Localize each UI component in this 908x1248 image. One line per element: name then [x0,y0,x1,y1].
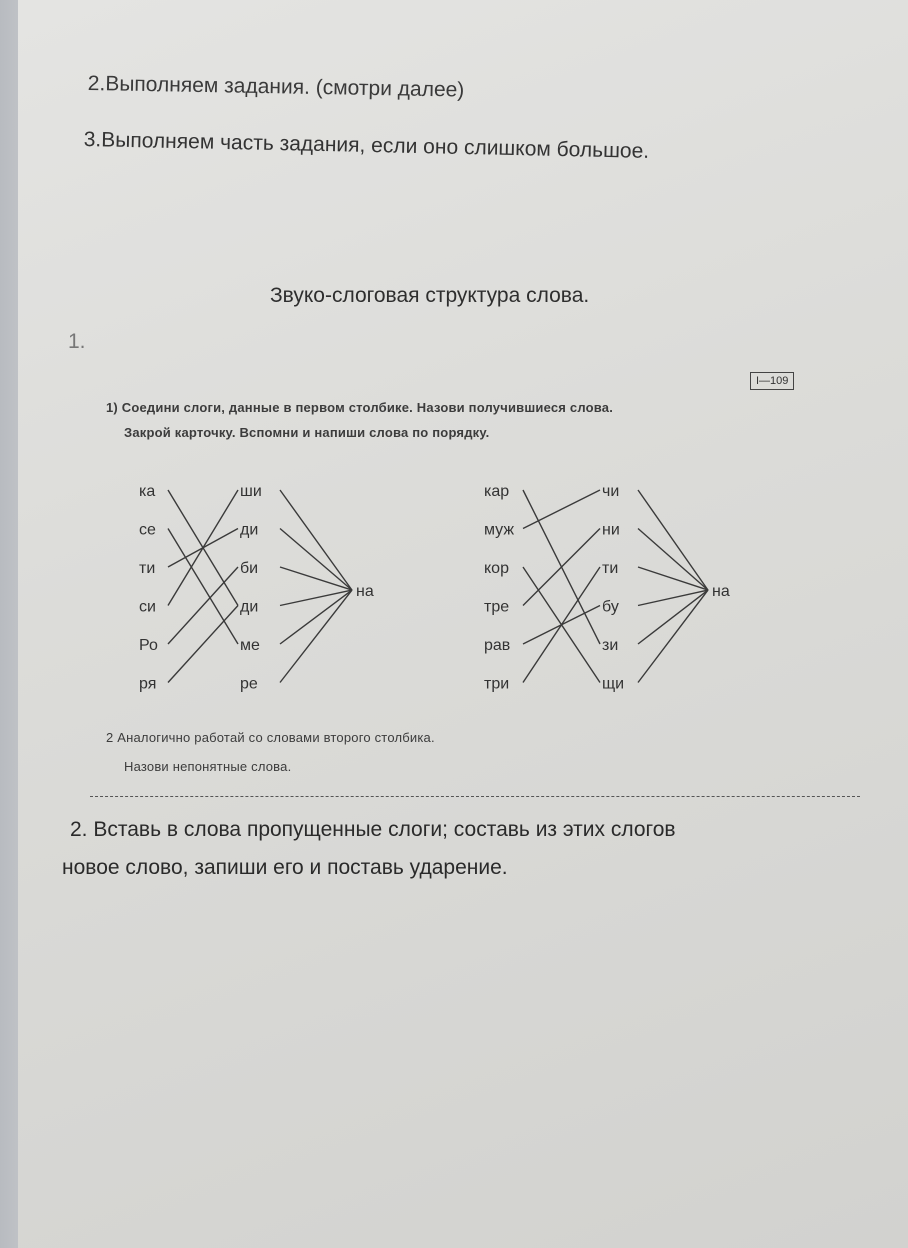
left_block-fan-line [280,567,352,590]
left_block-col2-syllable: ди [240,521,259,539]
header-line-2: 3.Выполняем часть задания, если оно слишком большое. [83,128,650,163]
left_block-col2-syllable: би [240,560,259,577]
exercise-code-badge: I—109 [750,372,794,390]
right_block-col1-syllable: кар [484,483,510,500]
left_block-col1-syllable: Ро [139,637,158,654]
left_block-col1-syllable: ка [139,483,156,500]
left_block-connector-line [168,606,238,683]
section-title: Звуко-слоговая структура слова. [270,284,590,307]
left_block-col2-syllable: ре [240,675,258,693]
instruction-1b: Закрой карточку. Вспомни и напиши слова по порядку. [124,425,490,440]
left_block-connector-line [168,529,238,645]
worksheet-page [18,0,908,1248]
header-line-1: 2.Выполняем задания. (смотри далее) [87,72,465,102]
left_block-col2-syllable: ди [240,598,259,616]
left_block-fan-line [280,490,352,590]
left_block-col2-syllable: ме [240,637,260,654]
left_block-suffix: на [356,583,374,601]
instruction-1a: 1) Соедини слоги, данные в первом столбике. Назови получившиеся слова. [106,400,614,415]
left_block-connector-line [168,567,238,644]
syllable-matching-diagram [18,0,908,1248]
right_block-col1-syllable: рав [484,637,511,654]
right_block-col1-syllable: тре [484,598,510,616]
right_block-col2-syllable: бу [602,598,619,616]
right_block-col1-syllable: муж [484,521,515,539]
right_block-group [484,483,730,693]
right_block-fan-line [638,567,708,590]
instruction-2b: Назови непонятные слова. [124,759,292,774]
left_block-col1-syllable: си [139,598,156,616]
right_block-col2-syllable: ти [602,560,619,577]
right_block-col2-syllable: чи [602,483,620,500]
right_block-suffix: на [712,583,730,601]
left_block-col2-syllable: ши [240,483,262,500]
task-2-line-a: 2. Вставь в слова пропущенные слоги; составь из этих слогов [70,818,676,841]
instruction-2a: 2 Аналогично работай со словами второго столбика. [106,730,435,745]
cut-line-divider [90,796,860,797]
right_block-col2-syllable: зи [602,637,619,654]
section-number: 1. [68,330,86,353]
task-2-line-b: новое слово, запиши его и поставь ударение. [62,856,508,879]
left_block-col1-syllable: се [139,521,156,539]
right_block-col2-syllable: щи [602,675,625,693]
left_block-group [139,483,374,693]
right_block-col2-syllable: ни [602,521,620,539]
right_block-connector-line [523,529,600,606]
left_block-col1-syllable: ти [139,560,156,577]
right_block-col1-syllable: три [484,675,510,693]
right_block-connector-line [523,490,600,529]
left_block-fan-line [280,529,352,591]
right_block-col1-syllable: кор [484,560,509,577]
right_block-fan-line [638,529,708,591]
right_block-fan-line [638,490,708,590]
left_block-col1-syllable: ря [139,675,157,693]
